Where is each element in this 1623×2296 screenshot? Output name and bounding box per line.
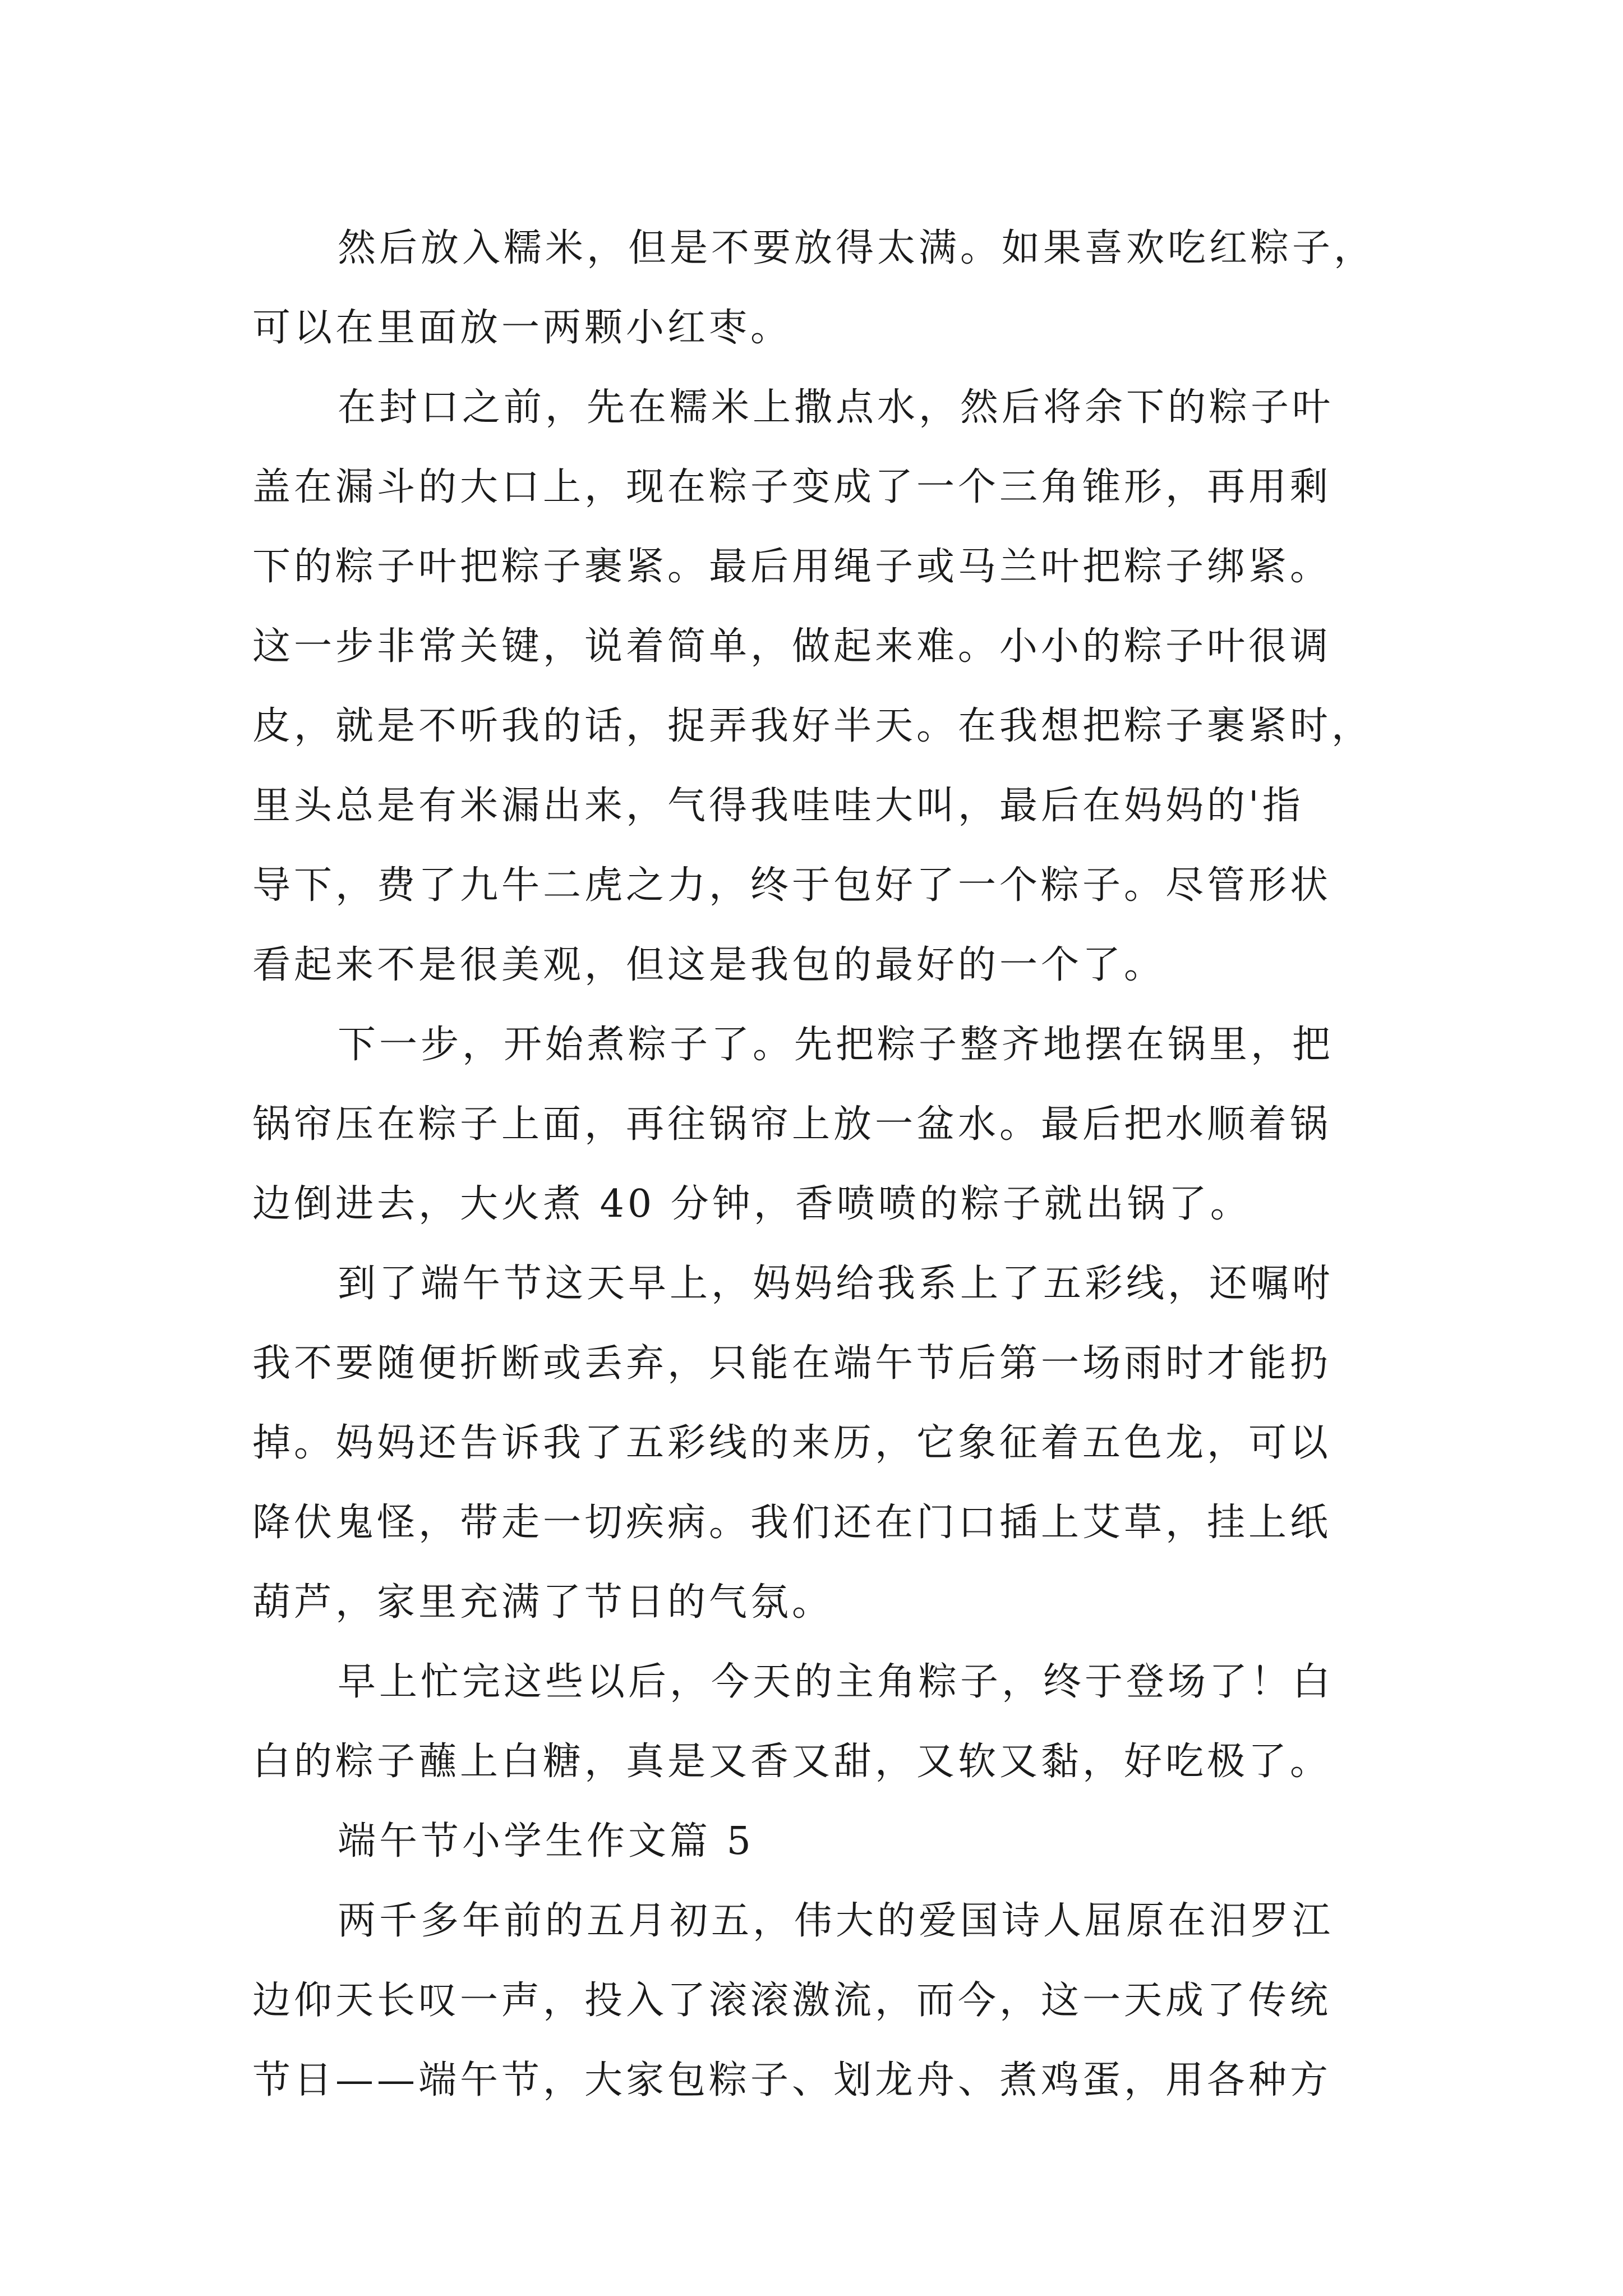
text-line: 我不要随便折断或丢弃，只能在端午节后第一场雨时才能扔 [252,1341,1332,1386]
text-line: 可以在里面放一两颗小红枣。 [252,306,792,350]
text-line: 这一步非常关键，说着简单，做起来难。小小的粽子叶很调 [252,624,1332,669]
text-line: 在封口之前，先在糯米上撒点水，然后将余下的粽子叶 [338,385,1334,430]
text-line: 锅帘压在粽子上面，再往锅帘上放一盆水。最后把水顺着锅 [252,1102,1332,1147]
text-line: 到了端午节这天早上，妈妈给我系上了五彩线，还嘱咐 [338,1262,1334,1306]
text-line: 盖在漏斗的大口上，现在粽子变成了一个三角锥形，再用剩 [252,465,1332,509]
text-line: 边仰天长叹一声，投入了滚滚激流，而今，这一天成了传统 [252,1978,1332,2023]
text-line: 白的粽子蘸上白糖，真是又香又甜，又软又黏，好吃极了。 [252,1740,1332,1784]
text-line: 下一步，开始煮粽子了。先把粽子整齐地摆在锅里，把 [338,1023,1334,1067]
text-line: 掉。妈妈还告诉我了五彩线的来历，它象征着五色龙，可以 [252,1421,1332,1465]
text-line: 然后放入糯米，但是不要放得太满。如果喜欢吃红粽子， [338,226,1376,270]
text-line: 导下，费了九牛二虎之力，终于包好了一个粽子。尽管形状 [252,863,1332,908]
text-line: 下的粽子叶把粽子裹紧。最后用绳子或马兰叶把粽子绑紧。 [252,545,1332,589]
text-line: 看起来不是很美观，但这是我包的最好的一个了。 [252,943,1166,987]
text-line: 皮，就是不听我的话，捉弄我好半天。在我想把粽子裹紧时， [252,704,1373,748]
text-line: 里头总是有米漏出来，气得我哇哇大叫，最后在妈妈的'指 [252,784,1304,828]
section-heading: 端午节小学生作文篇 5 [338,1819,754,1864]
text-line: 节日——端午节，大家包粽子、划龙舟、煮鸡蛋，用各种方 [252,2058,1332,2102]
text-line: 早上忙完这些以后，今天的主角粽子，终于登场了！白 [338,1660,1334,1704]
text-line: 降伏鬼怪，带走一切疾病。我们还在门口插上艾草，挂上纸 [252,1501,1332,1545]
text-line: 葫芦，家里充满了节日的气氛。 [252,1580,834,1625]
document-body [252,209,1391,2120]
text-line: 边倒进去，大火煮 40 分钟，香喷喷的粽子就出锅了。 [252,1182,1252,1226]
text-line: 两千多年前的五月初五，伟大的爱国诗人屈原在汨罗江 [338,1899,1334,1943]
